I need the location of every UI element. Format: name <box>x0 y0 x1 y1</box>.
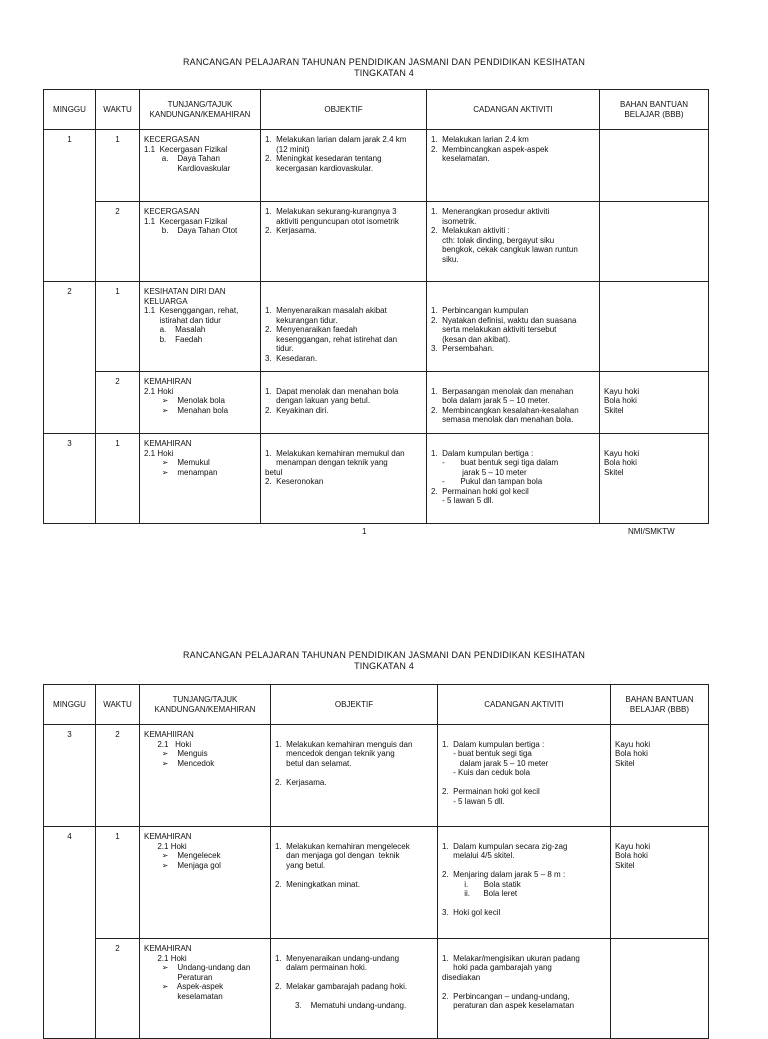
header-cadangan: CADANGAN AKTIVITI <box>438 685 611 725</box>
cell-cadangan: 1. Berpasangan menolak dan menahan bola dalam jarak 5 – 10 meter. 2. Membincangkan kesalahan-kesalahan semasa menolak dan menahan bola. <box>427 372 600 434</box>
document-subtitle: TINGKATAN 4 <box>354 68 414 78</box>
cell-waktu: 1 <box>96 282 140 372</box>
header-tunjang: TUNJANG/TAJUK KANDUNGAN/KEMAHIRAN <box>140 685 271 725</box>
table-row <box>44 372 709 434</box>
cell-bahan <box>600 282 709 372</box>
cell-bahan <box>600 202 709 282</box>
table-row <box>44 202 709 282</box>
lesson-plan-table <box>43 684 709 1039</box>
cell-minggu: 2 <box>44 282 96 434</box>
cell-minggu: 4 <box>44 827 96 1039</box>
footer-code: NMI/SMKTW <box>628 527 675 536</box>
cell-waktu: 2 <box>96 725 140 827</box>
cell-cadangan: 1. Menerangkan prosedur aktiviti isometrik. 2. Melakukan aktiviti : cth: tolak dinding, bergayut siku bengkok, cekak cangkuk lawan runtun siku. <box>427 202 600 282</box>
cell-bahan: Kayu hoki Bola hoki Skitel <box>600 372 709 434</box>
cell-tunjang: KEMAHIIRAN 2.1 Hoki ➢ Menguis ➢ Mencedok <box>140 725 271 827</box>
cell-minggu: 3 <box>44 434 96 524</box>
header-bahan: BAHAN BANTUAN BELAJAR (BBB) <box>600 90 709 130</box>
cell-tunjang: KEMAHIRAN 2.1 Hoki ➢ Mengelecek ➢ Menjaga gol <box>140 827 271 939</box>
cell-cadangan: 1. Perbincangan kumpulan 2. Nyatakan definisi, waktu dan suasana serta melakukan aktiviti tersebut (kesan dan akibat). 3. Persembahan. <box>427 282 600 372</box>
lesson-plan-table <box>43 89 709 524</box>
cell-cadangan: 1. Melakar/mengisikan ukuran padang hoki pada gambarajah yang disediakan 2. Perbincangan – undang-undang, peraturan dan aspek keselamatan <box>438 939 611 1039</box>
header-waktu: WAKTU <box>96 685 140 725</box>
header-waktu: WAKTU <box>96 90 140 130</box>
cell-cadangan: 1. Dalam kumpulan secara zig-zag melalui 4/5 skitel. 2. Menjaring dalam jarak 5 – 8 m : i. Bola statik ii. Bola leret 3. Hoki gol kecil <box>438 827 611 939</box>
table-header-row <box>44 685 709 725</box>
header-objektif: OBJEKTIF <box>271 685 438 725</box>
header-minggu: MINGGU <box>44 90 96 130</box>
page-number: 1 <box>362 527 367 536</box>
cell-waktu: 1 <box>96 827 140 939</box>
cell-tunjang: KECERGASAN 1.1 Kecergasan Fizikal b. Daya Tahan Otot <box>140 202 261 282</box>
header-cadangan: CADANGAN AKTIVITI <box>427 90 600 130</box>
cell-cadangan: 1. Melakukan larian 2.4 km 2. Membincangkan aspek-aspek keselamatan. <box>427 130 600 202</box>
cell-objektif: 1. Melakukan larian dalam jarak 2.4 km (12 minit) 2. Meningkat kesedaran tentang kecergasan kardiovaskular. <box>261 130 427 202</box>
cell-bahan: Kayu hoki Bola hoki Skitel <box>611 725 709 827</box>
cell-objektif: 1. Menyenaraikan undang-undang dalam permainan hoki. 2. Melakar gambarajah padang hoki. 3. Mematuhi undang-undang. <box>271 939 438 1039</box>
cell-tunjang: KESIHATAN DIRI DAN KELUARGA 1.1 Kesenggangan, rehat, istirahat dan tidur a. Masalah b. Faedah <box>140 282 261 372</box>
document-title: RANCANGAN PELAJARAN TAHUNAN PENDIDIKAN JASMANI DAN PENDIDIKAN KESIHATAN <box>182 650 586 660</box>
cell-tunjang: KECERGASAN 1.1 Kecergasan Fizikal a. Daya Tahan Kardiovaskular <box>140 130 261 202</box>
cell-bahan <box>600 130 709 202</box>
cell-bahan: Kayu hoki Bola hoki Skitel <box>600 434 709 524</box>
table-header-row <box>44 90 709 130</box>
header-objektif: OBJEKTIF <box>261 90 427 130</box>
cell-tunjang: KEMAHIRAN 2.1 Hoki ➢ Menolak bola ➢ Menahan bola <box>140 372 261 434</box>
cell-cadangan: 1. Dalam kumpulan bertiga : - buat bentuk segi tiga dalam jarak 5 – 10 meter - Pukul dan tampan bola 2. Permainan hoki gol kecil - 5 lawan 5 dll. <box>427 434 600 524</box>
table-row <box>44 130 709 202</box>
table-row <box>44 827 709 939</box>
table-row <box>44 434 709 524</box>
cell-minggu: 3 <box>44 725 96 827</box>
table-row <box>44 282 709 372</box>
cell-waktu: 2 <box>96 939 140 1039</box>
header-tunjang: TUNJANG/TAJUK KANDUNGAN/KEMAHIRAN <box>140 90 261 130</box>
document-title: RANCANGAN PELAJARAN TAHUNAN PENDIDIKAN JASMANI DAN PENDIDIKAN KESIHATAN <box>182 57 586 67</box>
document-subtitle: TINGKATAN 4 <box>354 661 414 671</box>
header-minggu: MINGGU <box>44 685 96 725</box>
cell-waktu: 1 <box>96 434 140 524</box>
cell-objektif: 1. Melakukan kemahiran mengelecek dan menjaga gol dengan teknik yang betul. 2. Meningkatkan minat. <box>271 827 438 939</box>
cell-objektif: 1. Melakukan kemahiran memukul dan menampan dengan teknik yang betul 2. Keseronokan <box>261 434 427 524</box>
cell-objektif: 1. Melakukan sekurang-kurangnya 3 aktiviti penguncupan otot isometrik 2. Kerjasama. <box>261 202 427 282</box>
document-page-2 <box>0 640 768 1024</box>
cell-objektif: 1. Dapat menolak dan menahan bola dengan lakuan yang betul. 2. Keyakinan diri. <box>261 372 427 434</box>
cell-waktu: 1 <box>96 130 140 202</box>
table-row <box>44 725 709 827</box>
cell-objektif: 1. Menyenaraikan masalah akibat kekurangan tidur. 2. Menyenaraikan faedah kesenggangan, rehat istirehat dan tidur. 3. Kesedaran. <box>261 282 427 372</box>
cell-waktu: 2 <box>96 202 140 282</box>
cell-waktu: 2 <box>96 372 140 434</box>
cell-tunjang: KEMAHIRAN 2.1 Hoki ➢ Undang-undang dan Peraturan ➢ Aspek-aspek keselamatan <box>140 939 271 1039</box>
cell-minggu: 1 <box>44 130 96 282</box>
header-bahan: BAHAN BANTUAN BELAJAR (BBB) <box>611 685 709 725</box>
cell-bahan: Kayu hoki Bola hoki Skitel <box>611 827 709 939</box>
cell-tunjang: KEMAHIRAN 2.1 Hoki ➢ Memukul ➢ menampan <box>140 434 261 524</box>
cell-objektif: 1. Melakukan kemahiran menguis dan mencedok dengan teknik yang betul dan selamat. 2. Kerjasama. <box>271 725 438 827</box>
cell-cadangan: 1. Dalam kumpulan bertiga : - buat bentuk segi tiga dalam jarak 5 – 10 meter - Kuis dan ceduk bola 2. Permainan hoki gol kecil - 5 lawan 5 dll. <box>438 725 611 827</box>
